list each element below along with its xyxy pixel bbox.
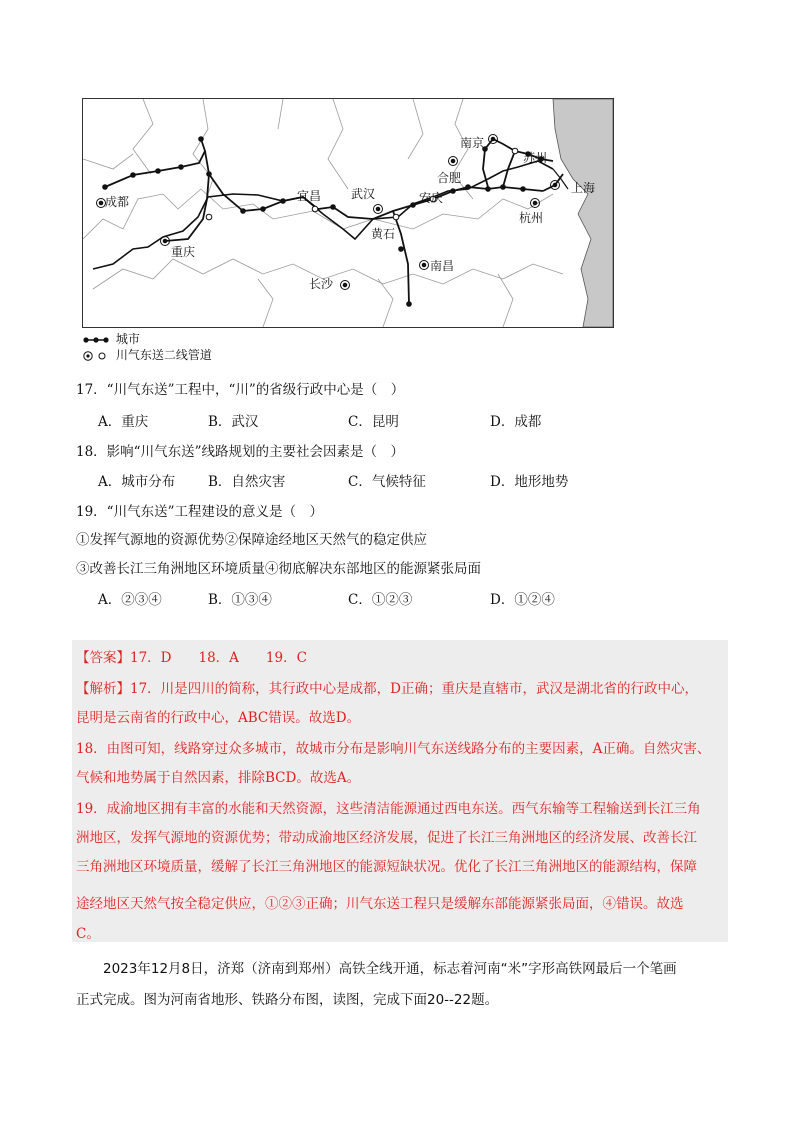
option-d: D．①②④ [490,592,555,608]
question-19-line-1: ①发挥气源地的资源优势②保障途经地区天然气的稳定供应 [76,532,427,548]
open-city-markers [206,148,518,220]
legend-city-label: 城市 [115,332,140,346]
label-hangzhou: 杭州 [519,211,544,225]
label-anqing: 安庆 [419,191,444,205]
passage-line-2: 正式完成。图为河南省地形、铁路分布图，读图，完成下面20--22题。 [76,992,499,1008]
sea-area [553,99,613,327]
city-line-icon [82,334,112,346]
question-19-line-2: ③改善长江三角洲地区环境质量④彻底解决东部地区的能源紧张局面 [76,561,481,577]
option-c: C．气候特征 [348,474,426,490]
label-hefei: 合肥 [437,171,462,185]
label-shanghai: 上海 [571,181,596,195]
option-b: B．自然灾害 [208,474,286,490]
option-a: A．②③④ [98,592,162,608]
answer-line: 【答案】17．D 18．A 19．C [76,650,307,666]
label-nanchang: 南昌 [430,259,455,273]
label-chengdu: 成都 [105,195,130,209]
option-c: C．①②③ [348,592,413,608]
label-suzhou: 苏州 [523,151,548,165]
label-yichang: 宜昌 [297,189,322,203]
question-18: 18．影响“川气东送”线路规划的主要社会因素是（ ） [76,444,404,460]
analysis-line-2: 昆明是云南省的行政中心，ABC错误。故选D。 [76,710,361,726]
option-d: D．成都 [490,414,542,430]
option-b: B．①③④ [208,592,272,608]
yangtze-river [93,161,553,269]
analysis-line-1: 【解析】17．川是四川的简称，其行政中心是成都，D正确；重庆是直辖市，武汉是湖北省的行政中心， [76,681,699,697]
question-19: 19．“川气东送”工程建设的意义是（ ） [76,504,323,520]
analysis-line-9: C。 [76,926,100,942]
label-chongqing: 重庆 [171,245,196,259]
analysis-line-5: 19．成渝地区拥有丰富的水能和天然资源，这些清洁能源通过西电东送。西气东输等工程输送到长江三角 [76,801,701,817]
capital-marker-icon [82,350,112,362]
label-changsha: 长沙 [309,277,334,291]
option-b: B．武汉 [208,414,259,430]
option-a: A．重庆 [98,414,149,430]
pipeline-map [82,98,614,328]
analysis-line-3: 18．由图可知，线路穿过众多城市，故城市分布是影响川气东送线路分布的主要因素，A正确。自然灾害、 [76,741,711,757]
label-wuhan: 武汉 [351,187,376,201]
option-d: D．地形地势 [490,474,569,490]
option-c: C．昆明 [348,414,399,430]
analysis-line-4: 气候和地势属于自然因素，排除BCD。故选A。 [76,770,361,786]
analysis-line-7: 三角洲地区环境质量，缓解了长江三角洲地区的能源短缺状况。优化了长江三角洲地区的能源结构，保障 [76,859,697,875]
label-huangshi: 黄石 [371,227,396,241]
legend-pipeline-label: 川气东送二线管道 [115,348,212,362]
legend-pipeline [82,346,212,363]
legend-city [82,330,140,347]
passage-line-1: 2023年12月8日，济郑（济南到郑州）高铁全线开通，标志着河南“米”字形高铁网最后一个笔画 [76,961,677,977]
option-a: A．城市分布 [98,474,176,490]
analysis-line-8: 途经地区天然气按全稳定供应，①②③正确；川气东送工程只是缓解东部能源紧张局面，④错误。故选 [76,896,684,912]
analysis-line-6: 洲地区，发挥气源地的资源优势；带动成渝地区经济发展，促进了长江三角洲地区的经济发展、改善长江 [76,830,697,846]
question-17: 17．“川气东送”工程中，“川”的省级行政中心是（ ） [76,382,405,398]
label-nanjing: 南京 [460,136,485,150]
